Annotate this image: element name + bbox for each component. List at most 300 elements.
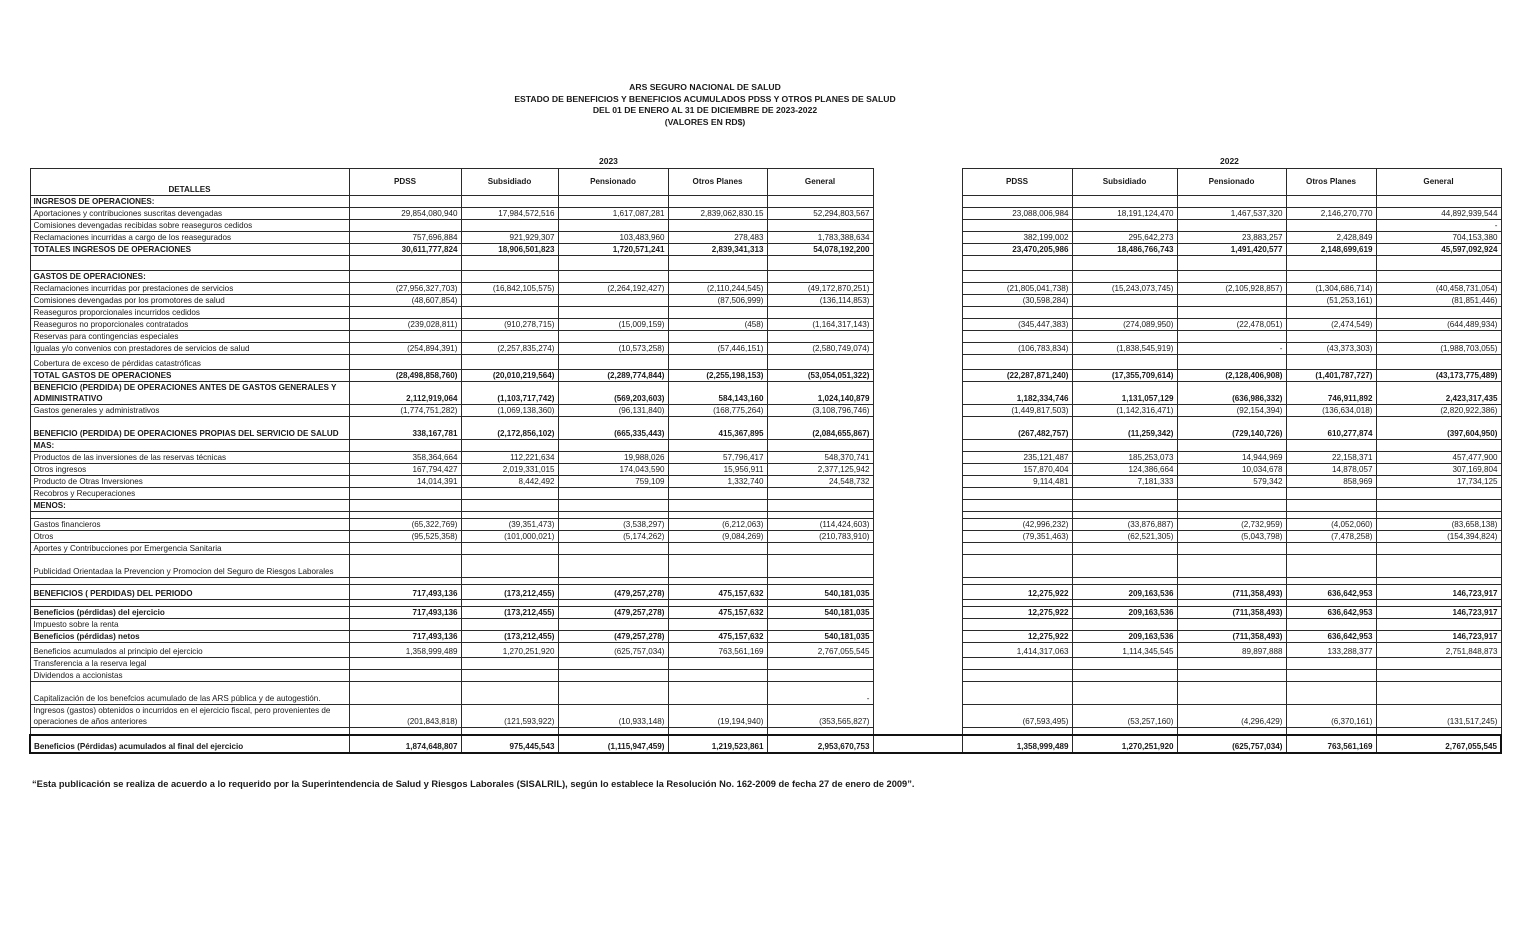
value-cell: (1,142,316,471) (1072, 405, 1177, 417)
value-cell: 2,428,849 (1286, 232, 1376, 244)
value-cell (349, 196, 461, 208)
value-cell: 146,723,917 (1376, 631, 1501, 643)
value-cell (962, 543, 1072, 555)
value-cell (461, 295, 558, 307)
value-cell (1072, 220, 1177, 232)
value-cell (1072, 512, 1177, 519)
value-cell: 1,131,057,129 (1072, 382, 1177, 405)
value-cell: (2,172,856,102) (461, 417, 558, 440)
value-cell: 295,642,273 (1072, 232, 1177, 244)
value-cell (1286, 256, 1376, 271)
value-cell (668, 331, 767, 343)
value-cell (962, 256, 1072, 271)
value-cell: 475,157,632 (668, 631, 767, 643)
value-cell: (22,478,051) (1177, 319, 1286, 331)
row-label: Reservas para contingencias especiales (30, 331, 349, 343)
value-cell: 457,477,900 (1376, 452, 1501, 464)
value-cell: 18,191,124,470 (1072, 208, 1177, 220)
value-cell: 759,109 (558, 476, 668, 488)
value-cell: (4,052,060) (1286, 519, 1376, 531)
value-cell (668, 440, 767, 452)
row-label (30, 728, 349, 736)
value-cell (1286, 307, 1376, 319)
value-cell: (92,154,394) (1177, 405, 1286, 417)
value-cell: 157,870,404 (962, 464, 1072, 476)
column-gap (873, 735, 962, 753)
column-gap (873, 476, 962, 488)
table-row (30, 705, 1501, 728)
value-cell (1177, 440, 1286, 452)
column-gap (873, 370, 962, 382)
row-label: Aportes y Contribucciones por Emergencia Sanitaria (30, 543, 349, 555)
value-cell (1286, 555, 1376, 578)
value-cell (1072, 658, 1177, 670)
value-cell (767, 578, 873, 585)
value-cell (558, 488, 668, 500)
value-cell (1177, 355, 1286, 370)
value-cell (349, 355, 461, 370)
value-cell: (267,482,757) (962, 417, 1072, 440)
value-cell (349, 555, 461, 578)
column-gap (873, 232, 962, 244)
row-label: Reaseguros proporcionales incurridos cedidos (30, 307, 349, 319)
value-cell (668, 555, 767, 578)
value-cell (962, 512, 1072, 519)
value-cell (461, 307, 558, 319)
value-cell: 14,014,391 (349, 476, 461, 488)
value-cell: 475,157,632 (668, 585, 767, 600)
value-cell: (96,131,840) (558, 405, 668, 417)
value-cell (349, 619, 461, 631)
value-cell: (4,296,429) (1177, 705, 1286, 728)
value-cell: 717,493,136 (349, 607, 461, 619)
value-cell (1286, 670, 1376, 682)
value-cell: (1,115,947,459) (558, 735, 668, 753)
value-cell: 975,445,543 (461, 735, 558, 753)
column-gap (873, 256, 962, 271)
table-row (30, 670, 1501, 682)
value-cell: 757,696,884 (349, 232, 461, 244)
value-cell (962, 307, 1072, 319)
value-cell: (729,140,726) (1177, 417, 1286, 440)
column-header-pdss-2022: PDSS (962, 169, 1072, 196)
row-label: Producto de Otras Inversiones (30, 476, 349, 488)
value-cell (1376, 658, 1501, 670)
value-cell (767, 555, 873, 578)
value-cell: 2,751,848,873 (1376, 643, 1501, 658)
row-label: Gastos financieros (30, 519, 349, 531)
value-cell: (114,424,603) (767, 519, 873, 531)
value-cell (1072, 196, 1177, 208)
value-cell: 540,181,035 (767, 585, 873, 600)
column-gap (873, 405, 962, 417)
value-cell (962, 488, 1072, 500)
value-cell (668, 512, 767, 519)
value-cell: 1,874,648,807 (349, 735, 461, 753)
value-cell: (2,289,774,844) (558, 370, 668, 382)
row-label: Recobros y Recuperaciones (30, 488, 349, 500)
value-cell: (65,322,769) (349, 519, 461, 531)
value-cell (1376, 555, 1501, 578)
value-cell (1286, 220, 1376, 232)
report-period: DEL 01 DE ENERO AL 31 DE DICIEMBRE DE 2023-2022 (592, 105, 818, 116)
value-cell: (3,108,796,746) (767, 405, 873, 417)
value-cell (1072, 619, 1177, 631)
column-gap (873, 331, 962, 343)
value-cell (1376, 670, 1501, 682)
year-2022-label: 2022 (1220, 156, 1239, 166)
value-cell: 579,342 (1177, 476, 1286, 488)
value-cell: (644,489,934) (1376, 319, 1501, 331)
value-cell (1376, 355, 1501, 370)
value-cell (558, 256, 668, 271)
value-cell (1177, 307, 1286, 319)
column-gap (873, 283, 962, 295)
row-label: Publicidad Orientadaa la Prevencion y Promocion del Seguro de Riesgos Laborales (30, 555, 349, 578)
column-gap (873, 208, 962, 220)
row-label: BENEFICIO (PERDIDA) DE OPERACIONES ANTES DE GASTOS GENERALES Y ADMINISTRATIVO (30, 382, 349, 405)
value-cell: 921,929,307 (461, 232, 558, 244)
value-cell: 2,839,062,830.15 (668, 208, 767, 220)
value-cell (1376, 488, 1501, 500)
column-header-pdss-2023: PDSS (349, 169, 461, 196)
value-cell: 1,358,999,489 (349, 643, 461, 658)
value-cell: (42,996,232) (962, 519, 1072, 531)
column-gap (873, 643, 962, 658)
column-gap (873, 619, 962, 631)
column-gap (873, 585, 962, 600)
row-label: Dividendos a accionistas (30, 670, 349, 682)
value-cell (461, 355, 558, 370)
column-gap (873, 488, 962, 500)
table-row (30, 619, 1501, 631)
column-header-row (30, 169, 1501, 196)
row-label: Gastos generales y administrativos (30, 405, 349, 417)
value-cell: (210,783,910) (767, 531, 873, 543)
value-cell: (168,775,264) (668, 405, 767, 417)
value-cell (461, 512, 558, 519)
row-label: Reaseguros no proporcionales contratados (30, 319, 349, 331)
table-row (30, 500, 1501, 512)
value-cell: (6,212,063) (668, 519, 767, 531)
value-cell (1072, 682, 1177, 705)
value-cell (1177, 220, 1286, 232)
row-label: MAS: (30, 440, 349, 452)
table-row (30, 232, 1501, 244)
value-cell: 174,043,590 (558, 464, 668, 476)
value-cell: 2,377,125,942 (767, 464, 873, 476)
value-cell (1376, 728, 1501, 736)
row-label: Productos de las inversiones de las reservas técnicas (30, 452, 349, 464)
value-cell (558, 512, 668, 519)
value-cell: (22,287,871,240) (962, 370, 1072, 382)
table-row (30, 643, 1501, 658)
value-cell: (51,253,161) (1286, 295, 1376, 307)
value-cell: 1,114,345,545 (1072, 643, 1177, 658)
value-cell: (27,956,327,703) (349, 283, 461, 295)
column-gap (873, 728, 962, 736)
value-cell: (1,304,686,714) (1286, 283, 1376, 295)
value-cell (558, 670, 668, 682)
value-cell: (121,593,922) (461, 705, 558, 728)
value-cell: (1,838,545,919) (1072, 343, 1177, 355)
value-cell: (48,607,854) (349, 295, 461, 307)
column-header-pensionado-2023: Pensionado (558, 169, 668, 196)
value-cell: (173,212,455) (461, 607, 558, 619)
value-cell: (39,351,473) (461, 519, 558, 531)
value-cell: 636,642,953 (1286, 585, 1376, 600)
value-cell: 209,163,536 (1072, 631, 1177, 643)
column-gap (873, 196, 962, 208)
value-cell (1072, 600, 1177, 607)
value-cell: (345,447,383) (962, 319, 1072, 331)
table-row (30, 531, 1501, 543)
value-cell (349, 682, 461, 705)
value-cell (1286, 619, 1376, 631)
value-cell: 540,181,035 (767, 607, 873, 619)
value-cell: 548,370,741 (767, 452, 873, 464)
value-cell: 1,270,251,920 (1072, 735, 1177, 753)
value-cell: (6,370,161) (1286, 705, 1376, 728)
value-cell (1286, 578, 1376, 585)
table-row (30, 543, 1501, 555)
value-cell: 29,854,080,940 (349, 208, 461, 220)
value-cell: 1,024,140,879 (767, 382, 873, 405)
value-cell (668, 256, 767, 271)
value-cell: (625,757,034) (1177, 735, 1286, 753)
column-gap (873, 543, 962, 555)
table-row (30, 370, 1501, 382)
column-header-otros-planes-2022: Otros Planes (1286, 169, 1376, 196)
column-gap (873, 600, 962, 607)
value-cell: (136,634,018) (1286, 405, 1376, 417)
table-row (30, 735, 1501, 753)
table-row (30, 519, 1501, 531)
value-cell (962, 440, 1072, 452)
value-cell: 1,219,523,861 (668, 735, 767, 753)
value-cell (1177, 578, 1286, 585)
value-cell: 475,157,632 (668, 607, 767, 619)
value-cell: 636,642,953 (1286, 607, 1376, 619)
value-cell (1072, 295, 1177, 307)
value-cell (461, 682, 558, 705)
value-cell (962, 500, 1072, 512)
value-cell (558, 271, 668, 283)
table-row (30, 658, 1501, 670)
value-cell: 746,911,892 (1286, 382, 1376, 405)
value-cell (767, 728, 873, 736)
column-header-general-2022: General (1376, 169, 1501, 196)
row-label: GASTOS DE OPERACIONES: (30, 271, 349, 283)
row-label: Capitalización de los benefcios acumulado de las ARS pública y de autogestión. (30, 682, 349, 705)
value-cell: 1,358,999,489 (962, 735, 1072, 753)
value-cell (962, 355, 1072, 370)
column-gap (873, 440, 962, 452)
table-row (30, 476, 1501, 488)
value-cell (962, 728, 1072, 736)
value-cell (1376, 256, 1501, 271)
value-cell (1177, 512, 1286, 519)
value-cell (767, 488, 873, 500)
value-cell: (106,783,834) (962, 343, 1072, 355)
value-cell (1286, 600, 1376, 607)
table-row (30, 355, 1501, 370)
income-statement-table (29, 168, 1502, 754)
column-gap (873, 307, 962, 319)
value-cell (1177, 295, 1286, 307)
column-header-general-2023: General (767, 169, 873, 196)
value-cell (1286, 682, 1376, 705)
column-gap (873, 670, 962, 682)
value-cell: 146,723,917 (1376, 585, 1501, 600)
value-cell: 2,423,317,435 (1376, 382, 1501, 405)
value-cell: (28,498,858,760) (349, 370, 461, 382)
value-cell: 2,146,270,770 (1286, 208, 1376, 220)
report-header (0, 82, 1410, 128)
row-label: MENOS: (30, 500, 349, 512)
value-cell: (2,474,549) (1286, 319, 1376, 331)
value-cell: (1,401,787,727) (1286, 370, 1376, 382)
table-row (30, 464, 1501, 476)
value-cell (668, 619, 767, 631)
value-cell: 636,642,953 (1286, 631, 1376, 643)
value-cell (767, 500, 873, 512)
value-cell: (665,335,443) (558, 417, 668, 440)
column-header-subsidiado-2022: Subsidiado (1072, 169, 1177, 196)
value-cell (962, 196, 1072, 208)
value-cell (668, 728, 767, 736)
value-cell (962, 331, 1072, 343)
value-cell: 22,158,371 (1286, 452, 1376, 464)
value-cell (1376, 682, 1501, 705)
value-cell: 2,019,331,015 (461, 464, 558, 476)
value-cell: (154,394,824) (1376, 531, 1501, 543)
column-gap (873, 244, 962, 256)
value-cell: 235,121,487 (962, 452, 1072, 464)
value-cell: (15,009,159) (558, 319, 668, 331)
table-row (30, 382, 1501, 405)
value-cell: 103,483,960 (558, 232, 668, 244)
value-cell: 54,078,192,200 (767, 244, 873, 256)
value-cell: 8,442,492 (461, 476, 558, 488)
table-row (30, 682, 1501, 705)
value-cell: 610,277,874 (1286, 417, 1376, 440)
value-cell (1286, 728, 1376, 736)
row-label: Reclamaciones incurridas a cargo de los reasegurados (30, 232, 349, 244)
value-cell: (136,114,853) (767, 295, 873, 307)
column-gap (873, 578, 962, 585)
value-cell (558, 658, 668, 670)
value-cell: (5,043,798) (1177, 531, 1286, 543)
value-cell (1072, 488, 1177, 500)
value-cell: 1,467,537,320 (1177, 208, 1286, 220)
row-label: Cobertura de exceso de pérdidas catastróficas (30, 355, 349, 370)
value-cell (668, 578, 767, 585)
value-cell: (479,257,278) (558, 631, 668, 643)
value-cell (767, 619, 873, 631)
value-cell (558, 331, 668, 343)
value-cell (668, 271, 767, 283)
value-cell: (131,517,245) (1376, 705, 1501, 728)
value-cell (668, 658, 767, 670)
value-cell: 338,167,781 (349, 417, 461, 440)
row-label: INGRESOS DE OPERACIONES: (30, 196, 349, 208)
table-row (30, 417, 1501, 440)
value-cell: 167,794,427 (349, 464, 461, 476)
column-gap (873, 607, 962, 619)
value-cell (461, 658, 558, 670)
value-cell (668, 682, 767, 705)
column-gap (873, 295, 962, 307)
value-cell: (2,580,749,074) (767, 343, 873, 355)
value-cell (349, 220, 461, 232)
value-cell (767, 512, 873, 519)
value-cell: (2,257,835,274) (461, 343, 558, 355)
value-cell: (201,843,818) (349, 705, 461, 728)
column-header-subsidiado-2023: Subsidiado (461, 169, 558, 196)
value-cell (349, 670, 461, 682)
value-cell (1286, 355, 1376, 370)
row-label: Impuesto sobre la renta (30, 619, 349, 631)
value-cell (558, 543, 668, 555)
value-cell: (2,128,406,908) (1177, 370, 1286, 382)
value-cell: (5,174,262) (558, 531, 668, 543)
value-cell (461, 670, 558, 682)
value-cell (1072, 307, 1177, 319)
value-cell: 17,734,125 (1376, 476, 1501, 488)
value-cell (1177, 728, 1286, 736)
row-label: Otros ingresos (30, 464, 349, 476)
value-cell (558, 355, 668, 370)
value-cell (1177, 331, 1286, 343)
value-cell: (11,259,342) (1072, 417, 1177, 440)
value-cell (461, 619, 558, 631)
value-cell: (479,257,278) (558, 607, 668, 619)
value-cell: 10,034,678 (1177, 464, 1286, 476)
value-cell (767, 658, 873, 670)
value-cell (1177, 488, 1286, 500)
row-label: Transferencia a la reserva legal (30, 658, 349, 670)
value-cell: (30,598,284) (962, 295, 1072, 307)
column-header-detalles: DETALLES (30, 169, 349, 196)
value-cell (461, 600, 558, 607)
value-cell (461, 500, 558, 512)
value-cell: 1,270,251,920 (461, 643, 558, 658)
table-row (30, 512, 1501, 519)
table-row (30, 405, 1501, 417)
value-cell (767, 196, 873, 208)
value-cell (349, 271, 461, 283)
value-cell: (2,264,192,427) (558, 283, 668, 295)
row-label: TOTAL GASTOS DE OPERACIONES (30, 370, 349, 382)
value-cell: 382,199,002 (962, 232, 1072, 244)
value-cell: (397,604,950) (1376, 417, 1501, 440)
row-label: TOTALES INGRESOS DE OPERACIONES (30, 244, 349, 256)
value-cell: 763,561,169 (668, 643, 767, 658)
table-row (30, 600, 1501, 607)
value-cell (668, 355, 767, 370)
year-2023-label: 2023 (599, 156, 618, 166)
table-row (30, 452, 1501, 464)
value-cell: 112,221,634 (461, 452, 558, 464)
statement-body (30, 196, 1501, 754)
column-gap (873, 512, 962, 519)
value-cell (558, 196, 668, 208)
value-cell: (20,010,219,564) (461, 370, 558, 382)
value-cell (1072, 670, 1177, 682)
value-cell: (239,028,811) (349, 319, 461, 331)
value-cell (1177, 600, 1286, 607)
